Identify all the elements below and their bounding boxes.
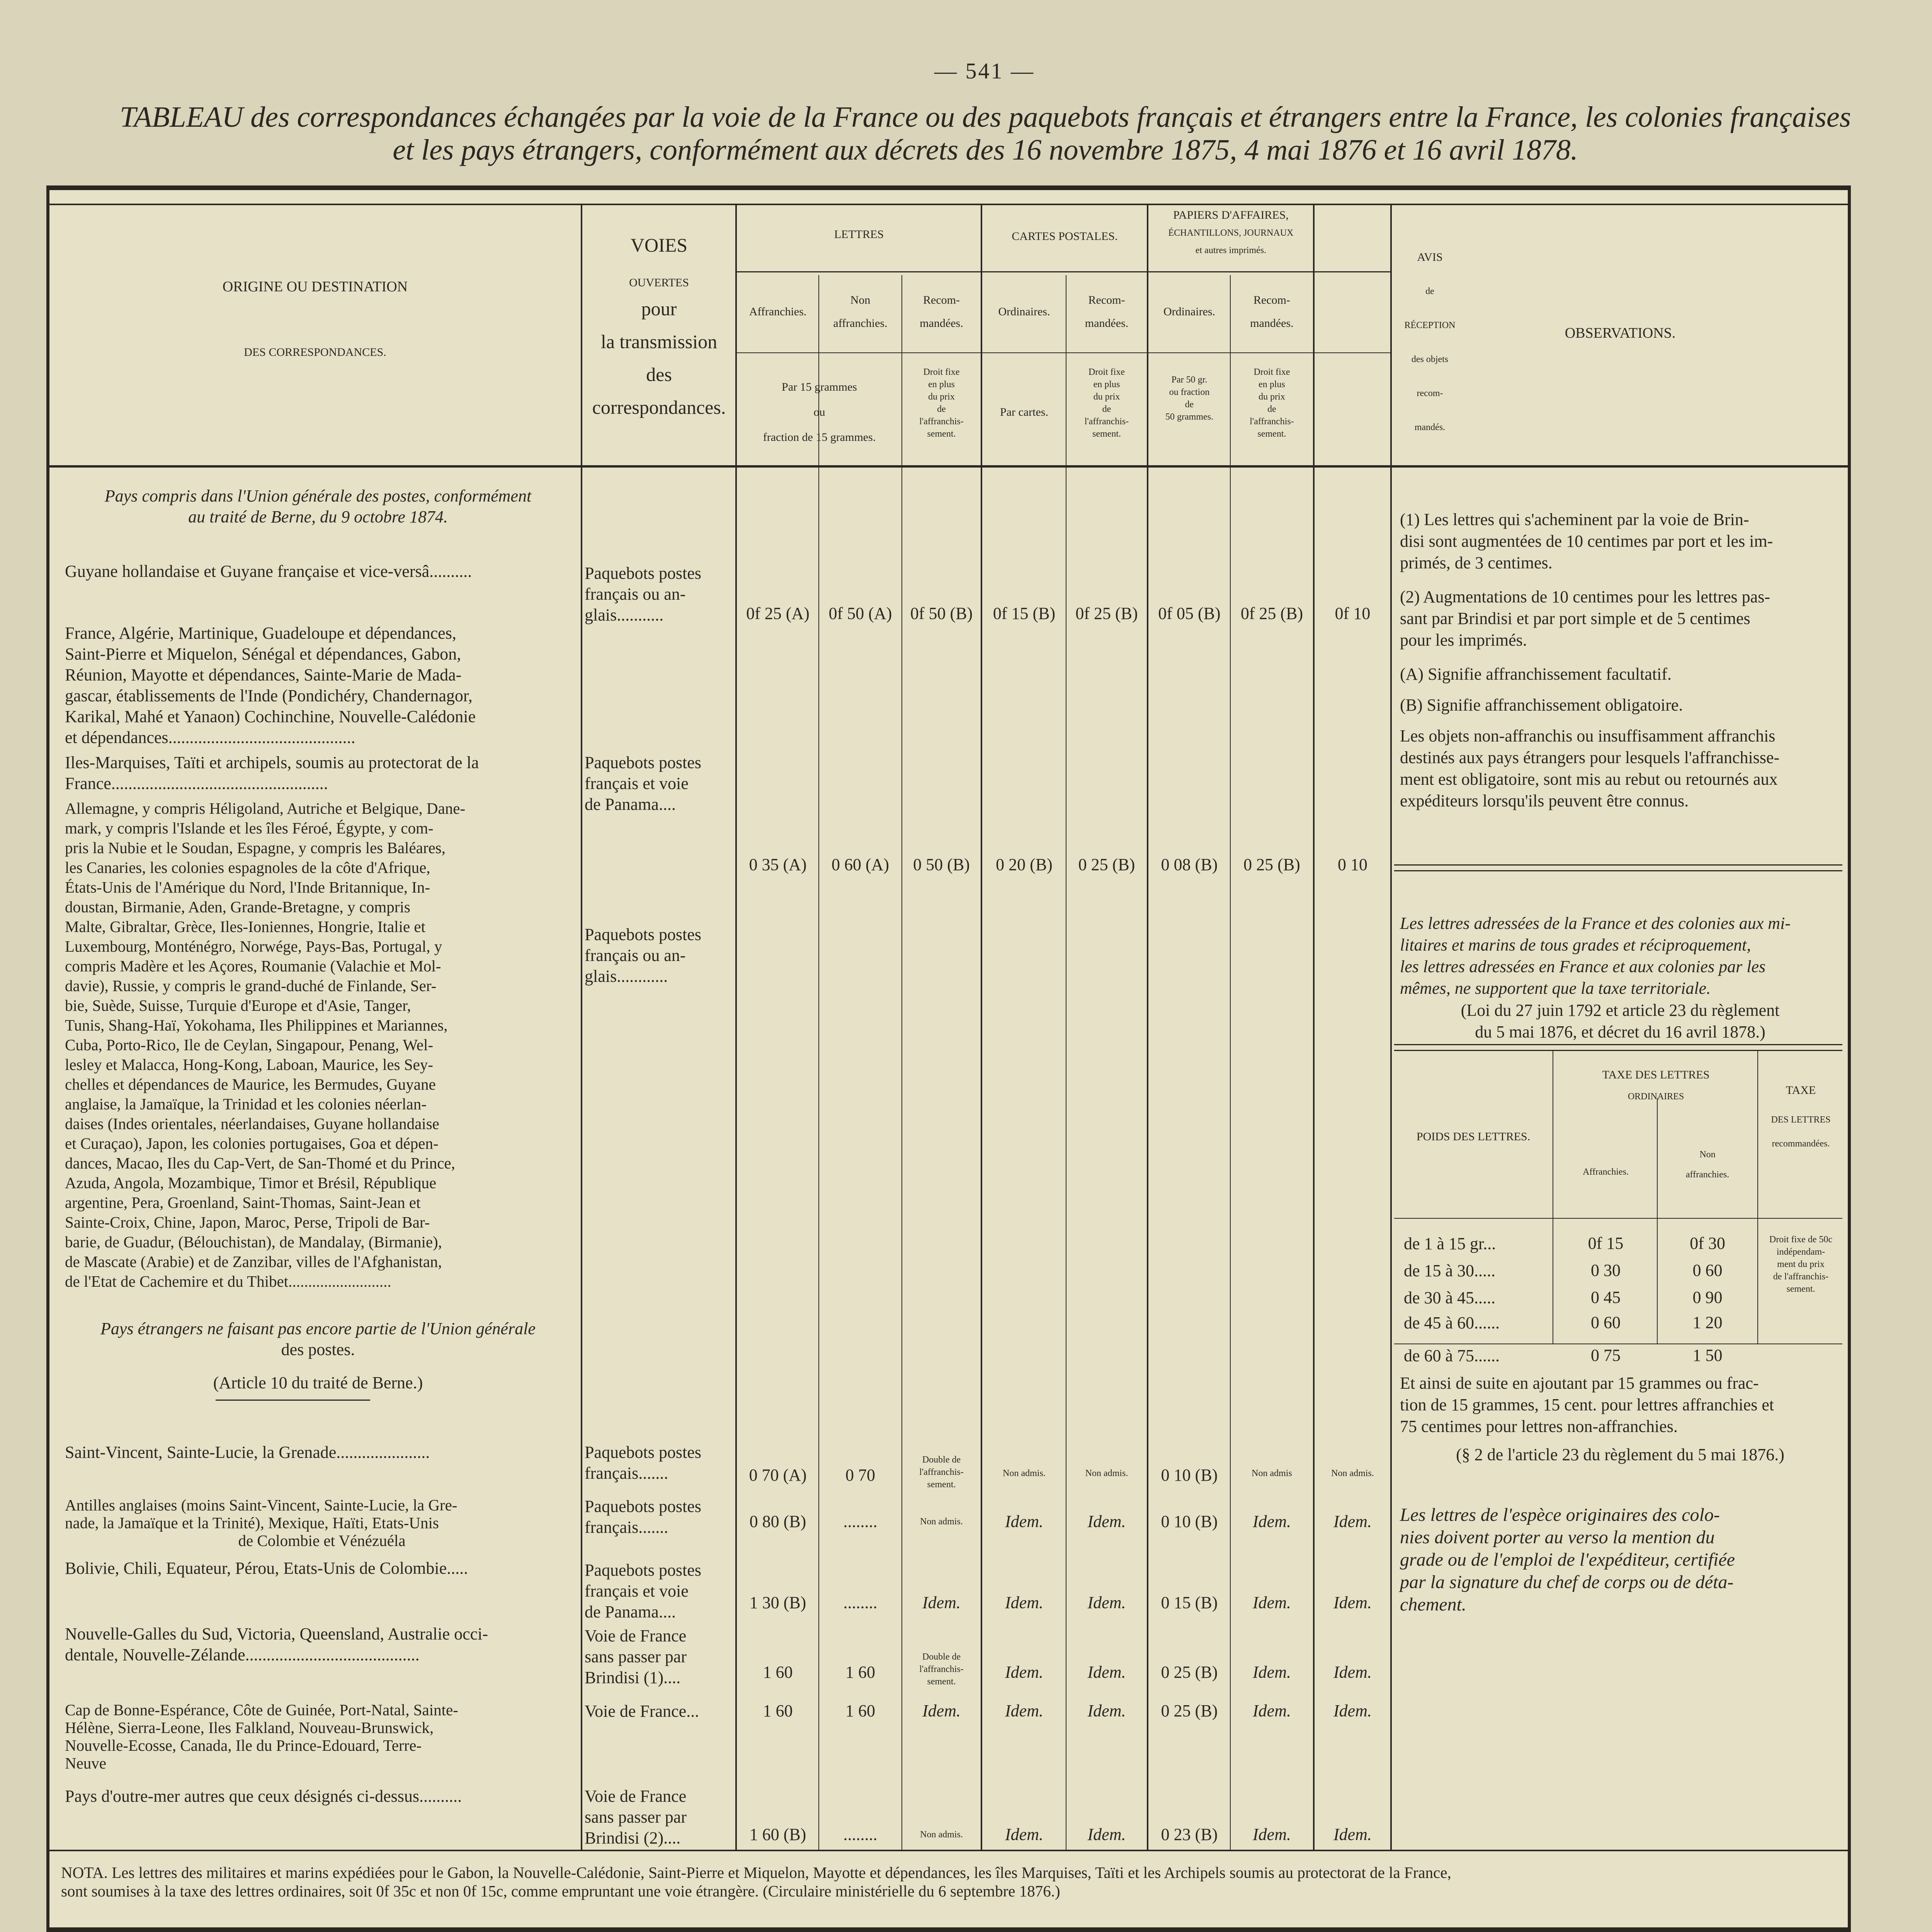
header-voies-6: correspondances.	[592, 396, 726, 418]
crs-5: l'affranchis-	[1084, 417, 1129, 427]
poids-row-5-non: 1 50	[1692, 1346, 1723, 1365]
crs-4: de	[1102, 404, 1111, 414]
v1b-pord: 0 08 (B)	[1161, 855, 1218, 874]
al-12: Tunis, Shang-Haï, Yokohama, Iles Philippines et Mariannes,	[65, 1016, 448, 1034]
df-3: ment du prix	[1777, 1259, 1825, 1269]
v1a-non: 0f 50 (A)	[828, 604, 892, 623]
poids-row-4-aff: 0 60	[1591, 1313, 1621, 1332]
r2-0-r3: sement.	[927, 1480, 956, 1490]
fr-5: Karikal, Mahé et Yanaon) Cochinchine, Nouvelle-Calédonie	[65, 707, 476, 726]
r2-5-o1: Pays d'outre-mer autres que ceux désignés ci-dessus..........	[65, 1787, 462, 1806]
ps-2: ou fraction	[1169, 387, 1210, 397]
al-4: les Canaries, les colonies espagnoles de la côte d'Afrique,	[65, 859, 430, 876]
s1h-1: Pays compris dans l'Union générale des postes, conformément	[104, 486, 532, 505]
v3-3: glais............	[585, 967, 668, 986]
poids-row-5-range: de 60 à 75......	[1404, 1346, 1500, 1365]
header-papiers-recom-sub	[1231, 366, 1313, 440]
prs-1: Droit fixe	[1253, 367, 1290, 377]
obs-nonaff	[1400, 725, 1840, 812]
r2-3-cord: Idem.	[1005, 1663, 1043, 1682]
lrs-5: l'affranchis-	[919, 417, 964, 427]
v2-2: français et voie	[585, 774, 689, 793]
r2-0-recom	[902, 1454, 981, 1491]
header-voies: VOIES	[630, 234, 688, 256]
r2-5-voie	[585, 1786, 733, 1849]
al-20: Azuda, Angola, Mozambique, Timor et Brésil, République	[65, 1174, 437, 1192]
r2-5-avis: Idem.	[1333, 1825, 1372, 1844]
r2-4-v1: Voie de France...	[585, 1702, 699, 1721]
r2-2-crec: Idem.	[1087, 1593, 1126, 1612]
r2-3-origin	[65, 1624, 579, 1665]
su-3: 75 centimes pour lettres non-affranchies.	[1400, 1417, 1678, 1436]
r2-2-origin	[65, 1558, 579, 1579]
nota-1: NOTA. Les lettres des militaires et marins expédiées pour le Gabon, la Nouvelle-Calédonie, Saint-Pierre et Miquelon, Mayotte et dépendances, les îles Marquises, Taïti et les Archipels soumis au protectorat de la France,	[61, 1864, 1451, 1881]
poids-row-3-non: 0 90	[1692, 1288, 1723, 1307]
v1b-cord: 0 20 (B)	[996, 855, 1053, 874]
poids-row-4-non: 1 20	[1692, 1313, 1723, 1332]
obs-note2	[1400, 586, 1840, 651]
r2-2-aff: 1 30 (B)	[749, 1593, 806, 1612]
poids-row-4-range: de 45 à 60......	[1404, 1313, 1500, 1332]
r2-2-non: ........	[843, 1593, 878, 1612]
v1b-rec: 0 50 (B)	[913, 855, 970, 874]
al-7: Malte, Gibraltar, Grèce, Iles-Ioniennes, Hongrie, Italie et	[65, 918, 425, 935]
r2-1-o3: de Colombie et Vénézuéla	[238, 1532, 406, 1549]
mi-2: litaires et marins de tous grades et réciproquement,	[1400, 935, 1751, 954]
co-5: chement.	[1400, 1594, 1466, 1615]
v3-2: français ou an-	[585, 946, 686, 965]
nota-2: sont soumises à la taxe des lettres ordinaires, soit 0f 35c et non 0f 15c, comme empruntant une voie étrangère. (Circulaire ministérielle du 6 septembre 1876.)	[61, 1882, 1060, 1900]
r2-5-crec: Idem.	[1087, 1825, 1126, 1844]
r2-4-origin	[65, 1701, 579, 1772]
poids-row-2-range: de 15 à 30.....	[1404, 1261, 1496, 1280]
header-papiers-recom-1: Recom-	[1253, 294, 1290, 306]
co-2: nies doivent porter au verso la mention du	[1400, 1527, 1715, 1548]
prs-3: du prix	[1259, 392, 1285, 402]
table-frame	[46, 185, 1851, 1932]
row-guyane: Guyane hollandaise et Guyane française et vice-versâ..........	[65, 562, 472, 581]
v1b-aff: 0 35 (A)	[749, 855, 807, 874]
r2-3-r1: Double de	[922, 1652, 961, 1662]
mi-4: mêmes, ne supportent que la taxe territoriale.	[1400, 979, 1711, 998]
df-2: indépendam-	[1776, 1247, 1825, 1257]
header-voies-2: OUVERTES	[629, 276, 689, 289]
loi-1: (Loi du 27 juin 1792 et article 23 du règlement	[1461, 1001, 1780, 1020]
lrs-1: Droit fixe	[923, 367, 960, 377]
r2-4-o1: Cap de Bonne-Espérance, Côte de Guinée, Port-Natal, Sainte-	[65, 1701, 458, 1719]
header-lettres-non-2: affranchies.	[833, 317, 888, 330]
v1a-cord: 0f 15 (B)	[993, 604, 1056, 623]
droit-fixe	[1759, 1233, 1842, 1295]
obs-militaires	[1400, 913, 1840, 999]
su-1: Et ainsi de suite en ajoutant par 15 grammes ou frac-	[1400, 1374, 1759, 1393]
avis-3: RÉCEPTION	[1404, 320, 1456, 330]
v1b-crec: 0 25 (B)	[1078, 855, 1135, 874]
iles-2: France...................................................	[65, 774, 328, 793]
r2-1-v1: Paquebots postes	[585, 1497, 701, 1516]
tr-3: recommandées.	[1772, 1139, 1830, 1149]
v1a-crec: 0f 25 (B)	[1075, 604, 1138, 623]
r2-0-pord: 0 10 (B)	[1161, 1466, 1218, 1485]
r2-5-pord: 0 23 (B)	[1161, 1825, 1218, 1844]
al-13: Cuba, Porto-Rico, Ile de Ceylan, Singapour, Penang, Wel-	[65, 1036, 434, 1054]
header-lettres-recom-2: mandées.	[920, 317, 963, 330]
r2-2-o1: Bolivie, Chili, Equateur, Pérou, Etats-Unis de Colombie.....	[65, 1559, 468, 1578]
r2-1-voie	[585, 1496, 733, 1538]
r2-3-pord: 0 25 (B)	[1161, 1663, 1218, 1682]
r2-1-non: ........	[843, 1512, 878, 1531]
s1h-2: au traité de Berne, du 9 octobre 1874.	[188, 507, 448, 526]
header-voies-4: la transmission	[600, 331, 718, 352]
n2-1: (2) Augmentations de 10 centimes pour les lettres pas-	[1400, 587, 1770, 606]
co-4: par la signature du chef de corps ou de déta-	[1400, 1572, 1734, 1592]
section1-heading	[57, 486, 579, 527]
v1-2: français ou an-	[585, 585, 686, 604]
header-cartes-recom-sub	[1066, 366, 1147, 440]
r2-4-o4: Neuve	[65, 1754, 107, 1772]
r2-2-recom: Idem.	[922, 1593, 961, 1612]
th-2: ORDINAIRES	[1628, 1092, 1684, 1102]
ps-1: Par 50 gr.	[1171, 375, 1208, 385]
tn-1: Non	[1699, 1150, 1716, 1160]
header-cartes-recom-1: Recom-	[1088, 294, 1125, 306]
r2-4-avis: Idem.	[1333, 1701, 1372, 1720]
header-observations: OBSERVATIONS.	[1565, 325, 1676, 341]
page-number: — 541 —	[934, 58, 1035, 83]
header-papiers-3: et autres imprimés.	[1195, 245, 1267, 255]
header-lettres-sub-1: Par 15 grammes	[782, 381, 857, 393]
r2-1-aff: 0 80 (B)	[749, 1512, 806, 1531]
header-lettres: LETTRES	[834, 228, 884, 241]
r2-1-prec: Idem.	[1253, 1512, 1291, 1531]
prs-6: sement.	[1257, 429, 1286, 439]
prs-2: en plus	[1259, 379, 1285, 389]
fr-1: France, Algérie, Martinique, Guadeloupe et dépendances,	[65, 624, 456, 643]
v1b-avis: 0 10	[1338, 855, 1367, 874]
al-19: dances, Macao, Iles du Cap-Vert, de San-Thomé et du Prince,	[65, 1154, 455, 1172]
s2h-1: Pays étrangers ne faisant pas encore partie de l'Union générale	[100, 1319, 536, 1338]
header-papiers-2: ÉCHANTILLONS, JOURNAUX	[1168, 228, 1294, 238]
r2-3-o1: Nouvelle-Galles du Sud, Victoria, Queensland, Australie occi-	[65, 1624, 488, 1643]
na-2: destinés aux pays étrangers pour lesquels l'affranchisse-	[1400, 748, 1780, 767]
al-3: pris la Nubie et le Soudan, Espagne, y compris les Baléares,	[65, 839, 446, 857]
v1a-prec: 0f 25 (B)	[1240, 604, 1303, 623]
header-lettres-recom-sub	[902, 366, 981, 440]
r2-3-recom	[902, 1651, 981, 1688]
df-1: Droit fixe de 50c	[1769, 1235, 1833, 1245]
v1b-prec: 0 25 (B)	[1243, 855, 1300, 874]
r2-3-avis: Idem.	[1333, 1663, 1372, 1682]
al-6: doustan, Birmanie, Aden, Grande-Bretagne, y compris	[65, 898, 410, 916]
s2h-2: des postes.	[281, 1340, 355, 1359]
tr-2: DES LETTRES	[1771, 1115, 1831, 1125]
r2-5-v2: sans passer par	[585, 1808, 687, 1827]
r2-2-prec: Idem.	[1253, 1593, 1291, 1612]
al-10: davie), Russie, y compris le grand-duché de Finlande, Ser-	[65, 977, 437, 995]
r2-3-aff: 1 60	[763, 1663, 793, 1682]
r2-5-v3: Brindisi (2)....	[585, 1828, 681, 1847]
r2-4-o3: Nouvelle-Ecosse, Canada, Ile du Prince-Edouard, Terre-	[65, 1736, 422, 1754]
header-cartes-sub: Par cartes.	[1000, 406, 1048, 418]
al-11: bie, Suède, Suisse, Turquie d'Europe et d'Asie, Tanger,	[65, 997, 411, 1014]
avis-6: mandés.	[1414, 422, 1446, 432]
r2-2-v1: Paquebots postes	[585, 1561, 701, 1580]
r2-2-cord: Idem.	[1005, 1593, 1043, 1612]
v1-3: glais...........	[585, 605, 664, 624]
r2-0-v1: Paquebots postes	[585, 1443, 701, 1462]
section2-heading	[57, 1318, 579, 1360]
r2-4-o2: Hélène, Sierra-Leone, Iles Falkland, Nouveau-Brunswick,	[65, 1719, 434, 1736]
v2-3: de Panama....	[585, 795, 676, 814]
r2-1-o1: Antilles anglaises (moins Saint-Vincent, Sainte-Lucie, la Gre-	[65, 1496, 457, 1514]
obs-note-b: (B) Signifie affranchissement obligatoire.	[1400, 696, 1683, 714]
r2-3-prec: Idem.	[1253, 1663, 1291, 1682]
row-iles	[65, 752, 579, 794]
r2-2-v3: de Panama....	[585, 1602, 676, 1621]
poids-header: POIDS DES LETTRES.	[1416, 1130, 1531, 1143]
r2-5-prec: Idem.	[1253, 1825, 1291, 1844]
ps-3: de	[1185, 400, 1194, 410]
poids-row-2-aff: 0 30	[1591, 1261, 1621, 1280]
al-17: daises (Indes orientales, néerlandaises, Guyane hollandaise	[65, 1115, 439, 1133]
lrs-6: sement.	[927, 429, 956, 439]
v1a-rec: 0f 50 (B)	[910, 604, 973, 623]
v1b-non: 0 60 (A)	[831, 855, 889, 874]
r2-2-pord: 0 15 (B)	[1161, 1593, 1218, 1612]
v3-1: Paquebots postes	[585, 925, 701, 944]
loi-2: du 5 mai 1876, et décret du 16 avril 1878.)	[1475, 1022, 1765, 1041]
r2-5-cord: Idem.	[1005, 1825, 1043, 1844]
taxe-header	[1554, 1067, 1757, 1103]
al-24: de Mascate (Arabie) et de Zanzibar, villes de l'Afghanistan,	[65, 1253, 442, 1270]
r2-5-origin	[65, 1786, 579, 1807]
co-1: Les lettres de l'espèce originaires des colo-	[1400, 1505, 1720, 1525]
r2-1-recom: Non admis.	[920, 1517, 963, 1527]
al-23: barie, de Guadur, (Bélouchistan), de Mandalay, (Birmanie),	[65, 1233, 442, 1251]
r2-3-non: 1 60	[845, 1663, 875, 1682]
na-4: expéditeurs lorsqu'ils peuvent être connus.	[1400, 791, 1689, 810]
crs-2: en plus	[1093, 379, 1120, 389]
voie-3	[585, 924, 733, 987]
poids-row-2-non: 0 60	[1692, 1261, 1723, 1280]
r2-3-crec: Idem.	[1087, 1663, 1126, 1682]
lrs-3: du prix	[928, 392, 955, 402]
su-2: tion de 15 grammes, 15 cent. pour lettres affranchies et	[1400, 1395, 1774, 1414]
r2-0-r1: Double de	[922, 1455, 961, 1465]
al-22: Sainte-Croix, Chine, Japon, Maroc, Perse, Tripoli de Bar-	[65, 1213, 430, 1231]
r2-4-crec: Idem.	[1087, 1701, 1126, 1720]
r2-0-aff: 0 70 (A)	[749, 1466, 807, 1485]
r2-4-aff: 1 60	[763, 1701, 793, 1720]
al-16: anglaise, la Jamaïque, la Trinidad et les colonies néerlan-	[65, 1095, 427, 1113]
r2-2-voie	[585, 1560, 733, 1622]
header-papiers-recom-2: mandées.	[1250, 317, 1294, 330]
r2-3-r2: l'affranchis-	[919, 1664, 964, 1674]
header-papiers-1: PAPIERS D'AFFAIRES,	[1173, 209, 1289, 221]
df-4: de l'affranchis-	[1773, 1272, 1829, 1282]
r2-1-cord: Idem.	[1005, 1512, 1043, 1531]
r2-4-cord: Idem.	[1005, 1701, 1043, 1720]
r2-1-pord: 0 10 (B)	[1161, 1512, 1218, 1531]
n1-2: disi sont augmentées de 10 centimes par port et les im-	[1400, 532, 1773, 551]
r2-0-origin	[65, 1442, 579, 1463]
r2-1-v2: français.......	[585, 1518, 668, 1537]
r2-5-aff: 1 60 (B)	[749, 1825, 806, 1844]
poids-row-3-range: de 30 à 45.....	[1404, 1288, 1496, 1307]
r2-5-recom: Non admis.	[920, 1830, 963, 1840]
r2-1-crec: Idem.	[1087, 1512, 1126, 1531]
crs-6: sement.	[1092, 429, 1121, 439]
header-lettres-sub-3: fraction de 15 grammes.	[763, 431, 876, 444]
poids-row-3-aff: 0 45	[1591, 1288, 1621, 1307]
r2-0-avis: Non admis.	[1331, 1468, 1374, 1478]
r2-3-v3: Brindisi (1)....	[585, 1668, 681, 1687]
section2-article: (Article 10 du traité de Berne.)	[213, 1373, 423, 1392]
header-lettres-non-1: Non	[850, 294, 871, 306]
mi-1: Les lettres adressées de la France et des colonies aux mi-	[1400, 914, 1791, 933]
tn-2: affranchies.	[1685, 1170, 1730, 1180]
r2-1-avis: Idem.	[1333, 1512, 1372, 1531]
obs-colonies	[1400, 1504, 1840, 1616]
r2-1-o2: nade, la Jamaïque et la Trinité), Mexique, Haïti, Etats-Unis	[65, 1514, 439, 1532]
al-1: Allemagne, y compris Héligoland, Autriche et Belgique, Dane-	[65, 799, 466, 817]
n1-3: primés, de 3 centimes.	[1400, 553, 1553, 572]
lrs-4: de	[937, 404, 946, 414]
poids-row-1-non: 0f 30	[1690, 1234, 1725, 1253]
r2-0-crec: Non admis.	[1085, 1468, 1128, 1478]
r2-3-v2: sans passer par	[585, 1647, 687, 1666]
mi-3: les lettres adressées en France et aux colonies par les	[1400, 957, 1766, 976]
row-france	[65, 623, 579, 748]
header-origine-sub: DES CORRESPONDANCES.	[244, 346, 386, 359]
na-1: Les objets non-affranchis ou insuffisamment affranchis	[1400, 726, 1776, 745]
al-25: de l'Etat de Cachemire et du Thibet..........................	[65, 1272, 391, 1290]
lrs-2: en plus	[928, 379, 955, 389]
th-1: TAXE DES LETTRES	[1602, 1068, 1710, 1081]
avis-1: AVIS	[1417, 251, 1443, 264]
r2-4-recom: Idem.	[922, 1701, 961, 1720]
al-14: lesley et Malacca, Hong-Kong, Laboan, Maurice, les Sey-	[65, 1056, 433, 1073]
obs-note1	[1400, 509, 1840, 574]
al-2: mark, y compris l'Islande et les îles Féroé, Égypte, y com-	[65, 819, 434, 837]
r2-3-r3: sement.	[927, 1677, 956, 1687]
obs-suite	[1400, 1372, 1840, 1437]
v1-1: Paquebots postes	[585, 564, 701, 583]
r2-0-prec: Non admis	[1252, 1468, 1292, 1478]
r2-4-pord: 0 25 (B)	[1161, 1701, 1218, 1720]
iles-1: Iles-Marquises, Taïti et archipels, soumis au protectorat de la	[65, 753, 479, 772]
tr-1: TAXE	[1786, 1084, 1816, 1097]
r2-4-non: 1 60	[845, 1701, 875, 1720]
r2-0-non: 0 70	[845, 1466, 875, 1485]
header-cartes: CARTES POSTALES.	[1012, 230, 1118, 243]
r2-4-prec: Idem.	[1253, 1701, 1291, 1720]
header-voies-5: des	[646, 364, 672, 385]
r2-5-v1: Voie de France	[585, 1787, 687, 1806]
poids-row-1-aff: 0f 15	[1588, 1234, 1624, 1253]
poids-row-1-range: de 1 à 15 gr...	[1404, 1234, 1496, 1253]
header-cartes-recom-2: mandées.	[1085, 317, 1129, 330]
header-lettres-sub-2: ou	[813, 406, 825, 418]
al-18: et Curaçao), Japon, les colonies portugaises, Goa et dépen-	[65, 1134, 439, 1152]
r2-3-v1: Voie de France	[585, 1626, 687, 1645]
r2-3-voie	[585, 1626, 733, 1688]
v1a-pord: 0f 05 (B)	[1158, 604, 1221, 623]
poids-row-5-aff: 0 75	[1591, 1346, 1621, 1365]
al-8: Luxembourg, Monténégro, Norwége, Pays-Bas, Portugal, y	[65, 937, 442, 955]
nota	[61, 1863, 1838, 1900]
r2-5-non: ........	[843, 1825, 878, 1844]
r2-0-r2: l'affranchis-	[919, 1467, 964, 1477]
taxe-aff: Affranchies.	[1583, 1167, 1629, 1177]
r2-2-avis: Idem.	[1333, 1593, 1372, 1612]
r2-0-cord: Non admis.	[1003, 1468, 1046, 1478]
taxe-non	[1658, 1148, 1757, 1181]
n2-3: pour les imprimés.	[1400, 631, 1527, 650]
header-voies-3: pour	[641, 298, 677, 320]
r2-0-v2: français.......	[585, 1464, 668, 1483]
title-line-2: et les pays étrangers, conformément aux décrets des 16 novembre 1875, 4 mai 1876 et 16 avril 1878.	[393, 134, 1578, 166]
obs-article: (§ 2 de l'article 23 du règlement du 5 mai 1876.)	[1456, 1445, 1784, 1464]
al-15: chelles et dépendances de Maurice, les Bermudes, Guyane	[65, 1075, 436, 1093]
crs-3: du prix	[1093, 392, 1120, 402]
v1a-aff: 0f 25 (A)	[746, 604, 810, 623]
voie-2	[585, 752, 733, 815]
r2-2-v2: français et voie	[585, 1582, 689, 1600]
header-lettres-recom-1: Recom-	[923, 294, 960, 306]
al-21: argentine, Pera, Groenland, Saint-Thomas, Saint-Jean et	[65, 1194, 421, 1211]
al-5: États-Unis de l'Amérique du Nord, l'Inde Britannique, In-	[65, 878, 430, 896]
fr-2: Saint-Pierre et Miquelon, Sénégal et dépendances, Gabon,	[65, 645, 461, 663]
ps-4: 50 grammes.	[1165, 412, 1213, 422]
avis-5: recom-	[1417, 388, 1443, 398]
voie-1	[585, 563, 733, 626]
row-allemagne	[65, 799, 579, 1291]
header-origine: ORIGINE OU DESTINATION	[222, 279, 408, 295]
avis-4: des objets	[1411, 354, 1449, 364]
r2-0-o1: Saint-Vincent, Sainte-Lucie, la Grenade......................	[65, 1443, 430, 1462]
r2-4-voie	[585, 1701, 733, 1722]
taxe-rec	[1759, 1083, 1842, 1150]
header-papiers-sub	[1149, 374, 1230, 423]
fr-3: Réunion, Mayotte et dépendances, Sainte-Marie de Mada-	[65, 665, 462, 684]
v2-1: Paquebots postes	[585, 753, 701, 772]
header-papiers-ord: Ordinaires.	[1163, 305, 1216, 318]
header-lettres-aff: Affranchies.	[749, 305, 807, 318]
n1-1: (1) Les lettres qui s'acheminent par la voie de Brin-	[1400, 510, 1749, 529]
al-9: compris Madère et les Açores, Roumanie (Valachie et Mol-	[65, 957, 441, 975]
na-3: ment est obligatoire, sont mis au rebut ou retournés aux	[1400, 770, 1778, 789]
obs-loi	[1400, 1000, 1840, 1043]
avis-2: de	[1425, 286, 1434, 296]
n2-2: sant par Brindisi et par port simple et de 5 centimes	[1400, 609, 1750, 628]
v1a-avis: 0f 10	[1335, 604, 1371, 623]
header-cartes-ord: Ordinaires.	[998, 305, 1050, 318]
fr-4: gascar, établissements de l'Inde (Pondichéry, Chandernagor,	[65, 686, 473, 705]
fr-6: et dépendances............................................	[65, 728, 355, 747]
r2-1-origin	[65, 1496, 579, 1549]
co-3: grade ou de l'emploi de l'expéditeur, certifiée	[1400, 1549, 1735, 1570]
prs-5: l'affranchis-	[1250, 417, 1294, 427]
df-5: sement.	[1786, 1284, 1815, 1294]
title-line-1: TABLEAU des correspondances échangées par la voie de la France ou des paquebots français et étrangers entre la France, les colonies françaises	[119, 101, 1851, 133]
r2-0-voie	[585, 1442, 733, 1484]
prs-4: de	[1267, 404, 1276, 414]
obs-note-a: (A) Signifie affranchissement facultatif.	[1400, 665, 1672, 684]
crs-1: Droit fixe	[1088, 367, 1125, 377]
r2-3-o2: dentale, Nouvelle-Zélande.........................................	[65, 1645, 420, 1664]
